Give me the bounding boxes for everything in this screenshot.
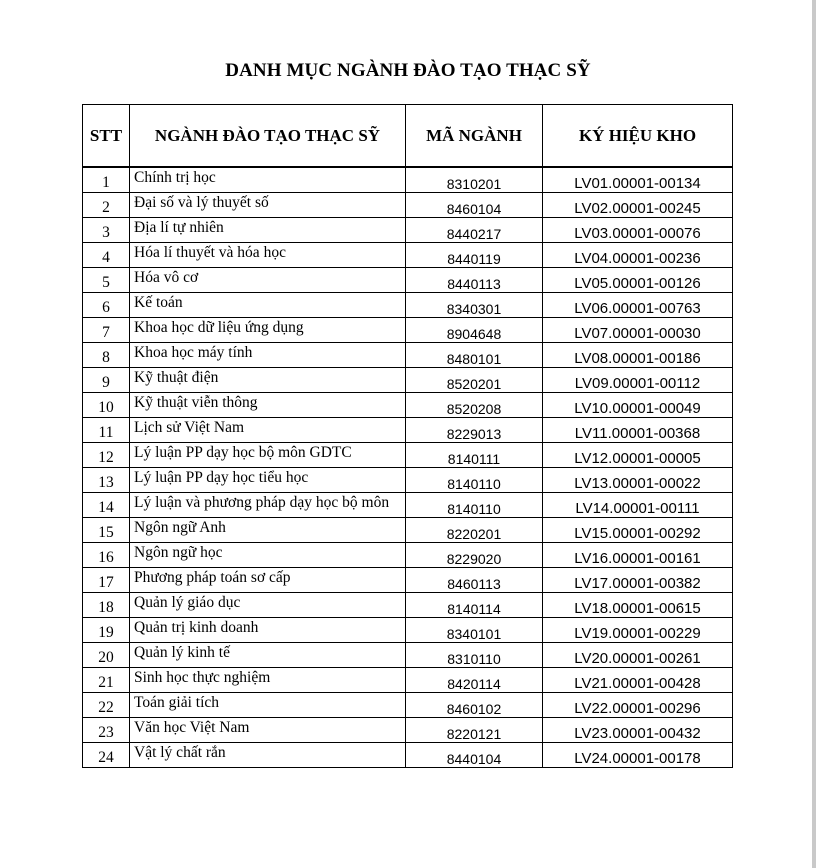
row-program-code: 8460102 — [406, 693, 543, 718]
table-row — [83, 293, 733, 318]
row-storage-code: LV03.00001-00076 — [543, 218, 733, 243]
row-program-name: Quản lý giáo dục — [130, 593, 406, 618]
table-row — [83, 718, 733, 743]
row-program-name: Chính trị học — [130, 167, 406, 193]
header-stt: STT — [83, 105, 130, 168]
row-program-code: 8460113 — [406, 568, 543, 593]
row-storage-code: LV04.00001-00236 — [543, 243, 733, 268]
table-row — [83, 518, 733, 543]
row-program-code: 8480101 — [406, 343, 543, 368]
row-stt: 5 — [83, 268, 130, 293]
row-storage-code: LV23.00001-00432 — [543, 718, 733, 743]
table-row — [83, 668, 733, 693]
row-storage-code: LV11.00001-00368 — [543, 418, 733, 443]
row-program-code: 8904648 — [406, 318, 543, 343]
row-program-name: Phương pháp toán sơ cấp — [130, 568, 406, 593]
table-row — [83, 593, 733, 618]
program-table — [82, 104, 733, 768]
row-program-name: Khoa học máy tính — [130, 343, 406, 368]
row-stt: 19 — [83, 618, 130, 643]
document-title: DANH MỤC NGÀNH ĐÀO TẠO THẠC SỸ — [225, 60, 591, 81]
row-program-code: 8440217 — [406, 218, 543, 243]
row-program-code: 8440113 — [406, 268, 543, 293]
table-row — [83, 343, 733, 368]
table-row — [83, 393, 733, 418]
header-storage-code: KÝ HIỆU KHO — [543, 105, 733, 168]
row-program-code: 8520208 — [406, 393, 543, 418]
row-storage-code: LV10.00001-00049 — [543, 393, 733, 418]
row-stt: 16 — [83, 543, 130, 568]
row-storage-code: LV02.00001-00245 — [543, 193, 733, 218]
row-stt: 10 — [83, 393, 130, 418]
row-program-name: Toán giải tích — [130, 693, 406, 718]
row-stt: 17 — [83, 568, 130, 593]
row-program-name: Kế toán — [130, 293, 406, 318]
row-program-code: 8340101 — [406, 618, 543, 643]
row-storage-code: LV20.00001-00261 — [543, 643, 733, 668]
row-storage-code: LV05.00001-00126 — [543, 268, 733, 293]
row-program-name: Kỹ thuật điện — [130, 368, 406, 393]
row-storage-code: LV13.00001-00022 — [543, 468, 733, 493]
row-program-name: Quản trị kinh doanh — [130, 618, 406, 643]
row-program-code: 8520201 — [406, 368, 543, 393]
row-stt: 8 — [83, 343, 130, 368]
row-stt: 21 — [83, 668, 130, 693]
row-stt: 9 — [83, 368, 130, 393]
row-program-name: Vật lý chất rắn — [130, 743, 406, 768]
table-row — [83, 493, 733, 518]
row-storage-code: LV15.00001-00292 — [543, 518, 733, 543]
table-row — [83, 268, 733, 293]
row-program-name: Kỹ thuật viễn thông — [130, 393, 406, 418]
row-program-code: 8460104 — [406, 193, 543, 218]
row-stt: 18 — [83, 593, 130, 618]
row-program-code: 8340301 — [406, 293, 543, 318]
row-program-name: Ngôn ngữ Anh — [130, 518, 406, 543]
row-stt: 15 — [83, 518, 130, 543]
row-stt: 12 — [83, 443, 130, 468]
row-storage-code: LV06.00001-00763 — [543, 293, 733, 318]
row-program-code: 8140114 — [406, 593, 543, 618]
row-program-name: Hóa lí thuyết và hóa học — [130, 243, 406, 268]
row-program-code: 8220121 — [406, 718, 543, 743]
row-storage-code: LV12.00001-00005 — [543, 443, 733, 468]
row-program-name: Lịch sử Việt Nam — [130, 418, 406, 443]
table-row — [83, 368, 733, 393]
row-stt: 2 — [83, 193, 130, 218]
header-program-code: MÃ NGÀNH — [406, 105, 543, 168]
row-program-code: 8140110 — [406, 493, 543, 518]
row-program-name: Lý luận và phương pháp dạy học bộ môn — [130, 493, 406, 518]
table-row — [83, 318, 733, 343]
row-program-code: 8140111 — [406, 443, 543, 468]
table-row — [83, 568, 733, 593]
table-row — [83, 167, 733, 193]
row-stt: 14 — [83, 493, 130, 518]
row-program-code: 8420114 — [406, 668, 543, 693]
table-row — [83, 468, 733, 493]
row-storage-code: LV07.00001-00030 — [543, 318, 733, 343]
table-row — [83, 443, 733, 468]
table-header-row — [83, 105, 733, 168]
row-program-code: 8310201 — [406, 167, 543, 193]
row-program-name: Địa lí tự nhiên — [130, 218, 406, 243]
table-row — [83, 543, 733, 568]
row-program-name: Quản lý kinh tế — [130, 643, 406, 668]
row-program-code: 8220201 — [406, 518, 543, 543]
table-row — [83, 193, 733, 218]
table-row — [83, 218, 733, 243]
table-row — [83, 418, 733, 443]
row-program-code: 8229013 — [406, 418, 543, 443]
row-storage-code: LV08.00001-00186 — [543, 343, 733, 368]
table-row — [83, 643, 733, 668]
header-program-name: NGÀNH ĐÀO TẠO THẠC SỸ — [130, 105, 406, 168]
row-program-name: Sinh học thực nghiệm — [130, 668, 406, 693]
row-storage-code: LV01.00001-00134 — [543, 167, 733, 193]
row-stt: 6 — [83, 293, 130, 318]
table-row — [83, 743, 733, 768]
row-stt: 13 — [83, 468, 130, 493]
row-storage-code: LV19.00001-00229 — [543, 618, 733, 643]
row-program-code: 8229020 — [406, 543, 543, 568]
row-program-name: Văn học Việt Nam — [130, 718, 406, 743]
table-row — [83, 243, 733, 268]
row-stt: 1 — [83, 167, 130, 193]
row-program-code: 8310110 — [406, 643, 543, 668]
row-storage-code: LV24.00001-00178 — [543, 743, 733, 768]
row-stt: 7 — [83, 318, 130, 343]
row-stt: 23 — [83, 718, 130, 743]
row-stt: 22 — [83, 693, 130, 718]
row-program-code: 8440119 — [406, 243, 543, 268]
row-program-name: Lý luận PP dạy học bộ môn GDTC — [130, 443, 406, 468]
row-stt: 4 — [83, 243, 130, 268]
row-storage-code: LV09.00001-00112 — [543, 368, 733, 393]
row-stt: 11 — [83, 418, 130, 443]
row-program-code: 8440104 — [406, 743, 543, 768]
row-program-name: Lý luận PP dạy học tiểu học — [130, 468, 406, 493]
row-storage-code: LV22.00001-00296 — [543, 693, 733, 718]
row-program-code: 8140110 — [406, 468, 543, 493]
table-row — [83, 693, 733, 718]
row-storage-code: LV16.00001-00161 — [543, 543, 733, 568]
row-storage-code: LV14.00001-00111 — [543, 493, 733, 518]
row-storage-code: LV18.00001-00615 — [543, 593, 733, 618]
row-stt: 20 — [83, 643, 130, 668]
row-program-name: Đại số và lý thuyết số — [130, 193, 406, 218]
row-stt: 3 — [83, 218, 130, 243]
row-storage-code: LV21.00001-00428 — [543, 668, 733, 693]
row-program-name: Ngôn ngữ học — [130, 543, 406, 568]
table-row — [83, 618, 733, 643]
row-storage-code: LV17.00001-00382 — [543, 568, 733, 593]
row-program-name: Khoa học dữ liệu ứng dụng — [130, 318, 406, 343]
page-edge — [812, 0, 816, 868]
row-program-name: Hóa vô cơ — [130, 268, 406, 293]
row-stt: 24 — [83, 743, 130, 768]
